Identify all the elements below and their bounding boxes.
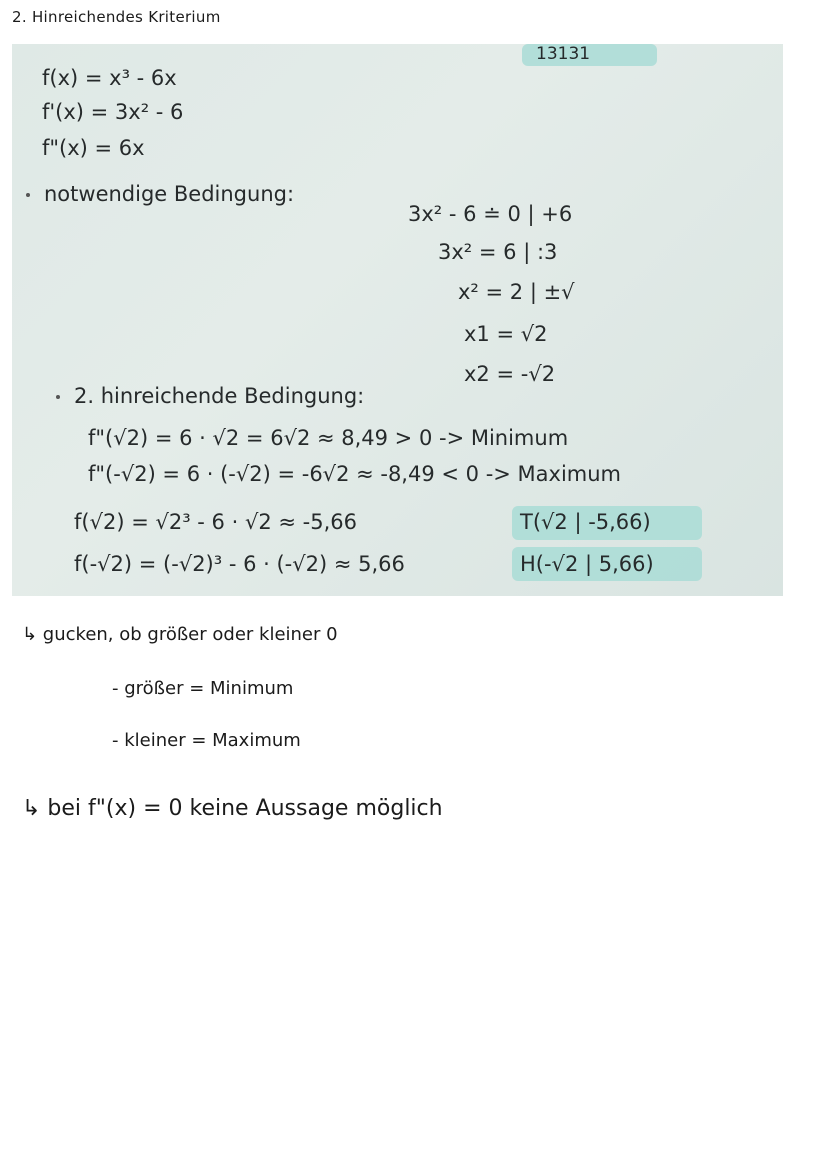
second-derivative-line: f"(x) = 6x xyxy=(42,136,145,160)
zero-case-note: ↳ bei f"(x) = 0 keine Aussage möglich xyxy=(22,796,443,821)
greater-rule: - größer = Minimum xyxy=(112,678,294,699)
smaller-rule: - kleiner = Maximum xyxy=(112,730,301,751)
function-value-at-sqrt2: f(√2) = √2³ - 6 · √2 ≈ -5,66 xyxy=(74,510,357,534)
equation-step-3: x² = 2 | ±√ xyxy=(458,280,575,304)
photo-tag: 13131 xyxy=(536,44,591,64)
function-line: f(x) = x³ - 6x xyxy=(42,66,177,90)
solution-x2: x2 = -√2 xyxy=(464,362,556,386)
photo-of-handwritten-notes xyxy=(12,44,783,596)
solution-x1: x1 = √2 xyxy=(464,322,548,346)
bullet-icon xyxy=(56,395,60,399)
function-value-at-minus-sqrt2: f(-√2) = (-√2)³ - 6 · (-√2) ≈ 5,66 xyxy=(74,552,405,576)
high-point: H(-√2 | 5,66) xyxy=(520,552,654,576)
first-derivative-line: f'(x) = 3x² - 6 xyxy=(42,100,184,124)
equation-step-2: 3x² = 6 | :3 xyxy=(438,240,558,264)
low-point: T(√2 | -5,66) xyxy=(520,510,651,534)
sufficient-condition-label: 2. hinreichende Bedingung: xyxy=(56,384,364,408)
check-sign-note: ↳ gucken, ob größer oder kleiner 0 xyxy=(22,624,338,645)
necessary-condition-label: notwendige Bedingung: xyxy=(26,182,294,206)
page-title: 2. Hinreichendes Kriterium xyxy=(12,8,221,26)
equation-step-1: 3x² - 6 ≐ 0 | +6 xyxy=(408,202,573,226)
second-derivative-at-minus-sqrt2: f"(-√2) = 6 · (-√2) = -6√2 ≈ -8,49 < 0 -> Maximum xyxy=(88,462,622,486)
bullet-icon xyxy=(26,193,30,197)
second-derivative-at-sqrt2: f"(√2) = 6 · √2 = 6√2 ≈ 8,49 > 0 -> Minimum xyxy=(88,426,569,450)
